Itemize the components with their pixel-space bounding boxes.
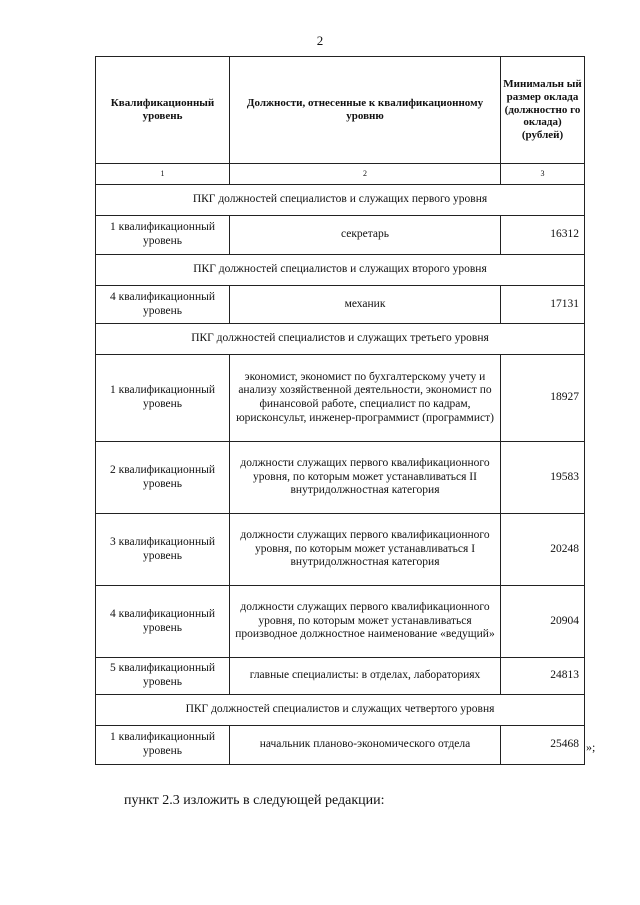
position-cell: механик <box>230 286 501 324</box>
table-row <box>96 442 585 514</box>
page-number: 2 <box>316 33 324 48</box>
group-title: ПКГ должностей специалистов и служащих четвертого уровня <box>96 695 585 726</box>
salary-cell: 24813 <box>501 658 585 695</box>
group-row <box>96 695 585 726</box>
amendment-paragraph: пункт 2.3 изложить в следующей редакции: <box>124 793 385 808</box>
salary-cell: 20904 <box>501 586 585 658</box>
group-title: ПКГ должностей специалистов и служащих второго уровня <box>96 255 585 286</box>
position-cell: секретарь <box>230 216 501 255</box>
table-row <box>96 286 585 324</box>
table-row <box>96 586 585 658</box>
salary-cell: 19583 <box>501 442 585 514</box>
header-min-salary: Минимальн ый размер оклада (должностно го оклада) (рублей) <box>501 57 585 164</box>
level-cell: 1 квалификационный уровень <box>96 355 230 442</box>
salary-cell: 18927 <box>501 355 585 442</box>
table-row <box>96 658 585 695</box>
level-cell: 1 квалификационный уровень <box>96 216 230 255</box>
column-number: 1 <box>96 164 230 185</box>
position-cell: начальник планово-экономического отдела <box>230 726 501 765</box>
position-cell: экономист, экономист по бухгалтерскому учету и анализу хозяйственной деятельности, экономист по финансовой работе, специалист по кадрам, юрисконсульт, инженер-программист (программист) <box>230 355 501 442</box>
column-numbers-row <box>96 164 585 185</box>
header-positions: Должности, отнесенные к квалификационному уровню <box>230 57 501 164</box>
group-title: ПКГ должностей специалистов и служащих третьего уровня <box>96 324 585 355</box>
salary-cell: 25468 <box>501 726 585 765</box>
header-qualification-level: Квалификационный уровень <box>96 57 230 164</box>
level-cell: 1 квалификационный уровень <box>96 726 230 765</box>
salary-table <box>95 56 585 765</box>
table-header-row <box>96 57 585 164</box>
level-cell: 5 квалификационный уровень <box>96 658 230 695</box>
salary-cell: 17131 <box>501 286 585 324</box>
group-row <box>96 255 585 286</box>
group-title: ПКГ должностей специалистов и служащих первого уровня <box>96 185 585 216</box>
level-cell: 3 квалификационный уровень <box>96 514 230 586</box>
table-row <box>96 216 585 255</box>
position-cell: должности служащих первого квалификационного уровня, по которым может устанавливаться II внутридолжностная категория <box>230 442 501 514</box>
table-row <box>96 355 585 442</box>
position-cell: должности служащих первого квалификационного уровня, по которым может устанавливаться I внутридолжностная категория <box>230 514 501 586</box>
level-cell: 2 квалификационный уровень <box>96 442 230 514</box>
table-row <box>96 514 585 586</box>
column-number: 2 <box>230 164 501 185</box>
position-cell: главные специалисты: в отделах, лабораториях <box>230 658 501 695</box>
table-row <box>96 726 585 765</box>
position-cell: должности служащих первого квалификационного уровня, по которым может устанавливаться производное должностное наименование «ведущий» <box>230 586 501 658</box>
level-cell: 4 квалификационный уровень <box>96 586 230 658</box>
closing-quote-mark: »; <box>586 740 596 754</box>
group-row <box>96 185 585 216</box>
level-cell: 4 квалификационный уровень <box>96 286 230 324</box>
salary-cell: 20248 <box>501 514 585 586</box>
column-number: 3 <box>501 164 585 185</box>
group-row <box>96 324 585 355</box>
salary-cell: 16312 <box>501 216 585 255</box>
